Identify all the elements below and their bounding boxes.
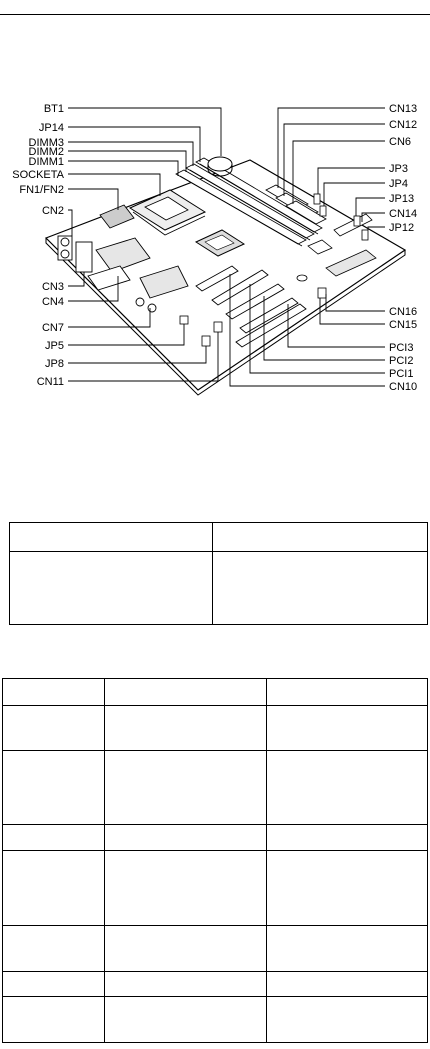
label-cn11: CN11 (36, 376, 64, 388)
table-cell (104, 851, 267, 926)
table-cell (10, 552, 213, 625)
label-jp5: JP5 (45, 340, 64, 352)
table-cell (3, 679, 105, 706)
label-cn15: CN15 (389, 319, 418, 331)
table-row (3, 926, 428, 972)
table-cell (267, 706, 428, 751)
motherboard-svg (0, 90, 430, 400)
table-cell (3, 997, 105, 1043)
table-cell (3, 926, 105, 972)
table-cell (212, 552, 428, 625)
label-cn6: CN6 (389, 136, 412, 148)
label-cn12: CN12 (389, 119, 418, 131)
label-cn14: CN14 (389, 208, 418, 220)
table-cell (267, 825, 428, 851)
table-cell (3, 706, 105, 751)
table-cell (104, 972, 267, 997)
label-jp14: JP14 (38, 122, 64, 134)
label-fn1-fn2: FN1/FN2 (19, 184, 64, 196)
table-cell (104, 751, 267, 825)
label-jp12: JP12 (389, 222, 415, 234)
table-cell (104, 997, 267, 1043)
table-cell (267, 679, 428, 706)
table-cell (3, 972, 105, 997)
label-cn16: CN16 (389, 306, 418, 318)
table-cell (104, 825, 267, 851)
label-socketa: SOCKETA (12, 169, 64, 181)
label-cn3: CN3 (41, 281, 64, 293)
label-dimm1: DIMM1 (28, 156, 64, 168)
table-cell (267, 751, 428, 825)
label-dimm2: DIMM2 (28, 146, 64, 158)
label-dimm3: DIMM3 (28, 137, 64, 149)
header-rule (0, 14, 430, 15)
table-cell (3, 751, 105, 825)
table-row (10, 552, 428, 625)
table-row (3, 706, 428, 751)
table-cell (267, 997, 428, 1043)
label-cn10: CN10 (389, 381, 418, 393)
table-cell (104, 679, 267, 706)
table-row (3, 851, 428, 926)
table-2 (2, 678, 428, 1043)
table-row (3, 679, 428, 706)
label-jp13: JP13 (389, 193, 415, 205)
label-cn2: CN2 (41, 205, 64, 217)
label-jp3: JP3 (389, 163, 408, 175)
table-cell (104, 926, 267, 972)
table-cell (267, 851, 428, 926)
table-cell (10, 523, 213, 552)
table-row (3, 972, 428, 997)
label-cn4: CN4 (41, 296, 64, 308)
label-jp4: JP4 (389, 178, 408, 190)
table-row (3, 751, 428, 825)
table-cell (267, 926, 428, 972)
motherboard-diagram (0, 90, 430, 400)
table-row (10, 523, 428, 552)
label-pci3: PCI3 (389, 342, 414, 354)
table-row (3, 997, 428, 1043)
table-cell (212, 523, 428, 552)
table-cell (267, 972, 428, 997)
label-pci1: PCI1 (389, 368, 414, 380)
label-bt1: BT1 (43, 103, 64, 115)
label-cn7: CN7 (41, 322, 64, 334)
table-cell (104, 706, 267, 751)
table-cell (3, 825, 105, 851)
label-pci2: PCI2 (389, 355, 414, 367)
table-cell (3, 851, 105, 926)
table-1 (9, 522, 428, 625)
label-cn13: CN13 (389, 103, 418, 115)
label-jp8: JP8 (45, 358, 64, 370)
table-row (3, 825, 428, 851)
